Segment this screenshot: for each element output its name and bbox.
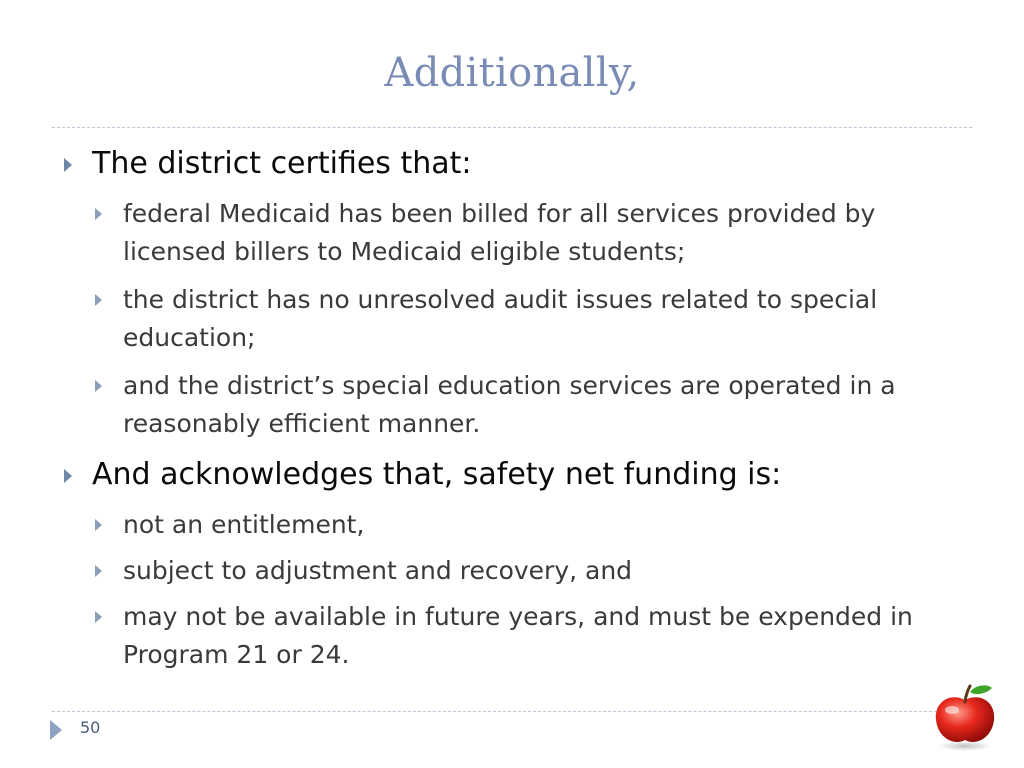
top-divider: [52, 127, 972, 128]
bullet-item: The district certifies that:: [92, 146, 472, 181]
sub-bullet-item: may not be available in future years, and must be expended in Program 21 or 24.: [123, 602, 913, 669]
bullet-item: And acknowledges that, safety net funding is:: [92, 457, 782, 492]
apple-icon: [930, 682, 1000, 752]
bullet-triangle-icon: [64, 158, 72, 172]
bullet-triangle-icon: [95, 294, 102, 306]
sub-bullet-item: the district has no unresolved audit issues related to special education;: [123, 285, 878, 352]
sub-bullet-item: subject to adjustment and recovery, and: [123, 556, 633, 585]
bullet-triangle-icon: [95, 519, 102, 531]
sub-bullet-item: and the district’s special education services are operated in a reasonably efficient manner.: [123, 371, 896, 438]
bullet-triangle-icon: [95, 380, 102, 392]
bullet-triangle-icon: [64, 469, 72, 483]
bullet-triangle-icon: [95, 611, 102, 623]
bottom-divider: [52, 711, 972, 712]
nav-triangle-icon: [50, 720, 62, 740]
bullet-triangle-icon: [95, 565, 102, 577]
sub-bullet-item: federal Medicaid has been billed for all services provided by licensed billers to Medicaid eligible students;: [123, 199, 876, 266]
bullet-triangle-icon: [95, 208, 102, 220]
sub-bullet-item: not an entitlement,: [123, 510, 365, 539]
slide-title: Additionally,: [384, 50, 640, 96]
page-number: 50: [80, 718, 101, 737]
